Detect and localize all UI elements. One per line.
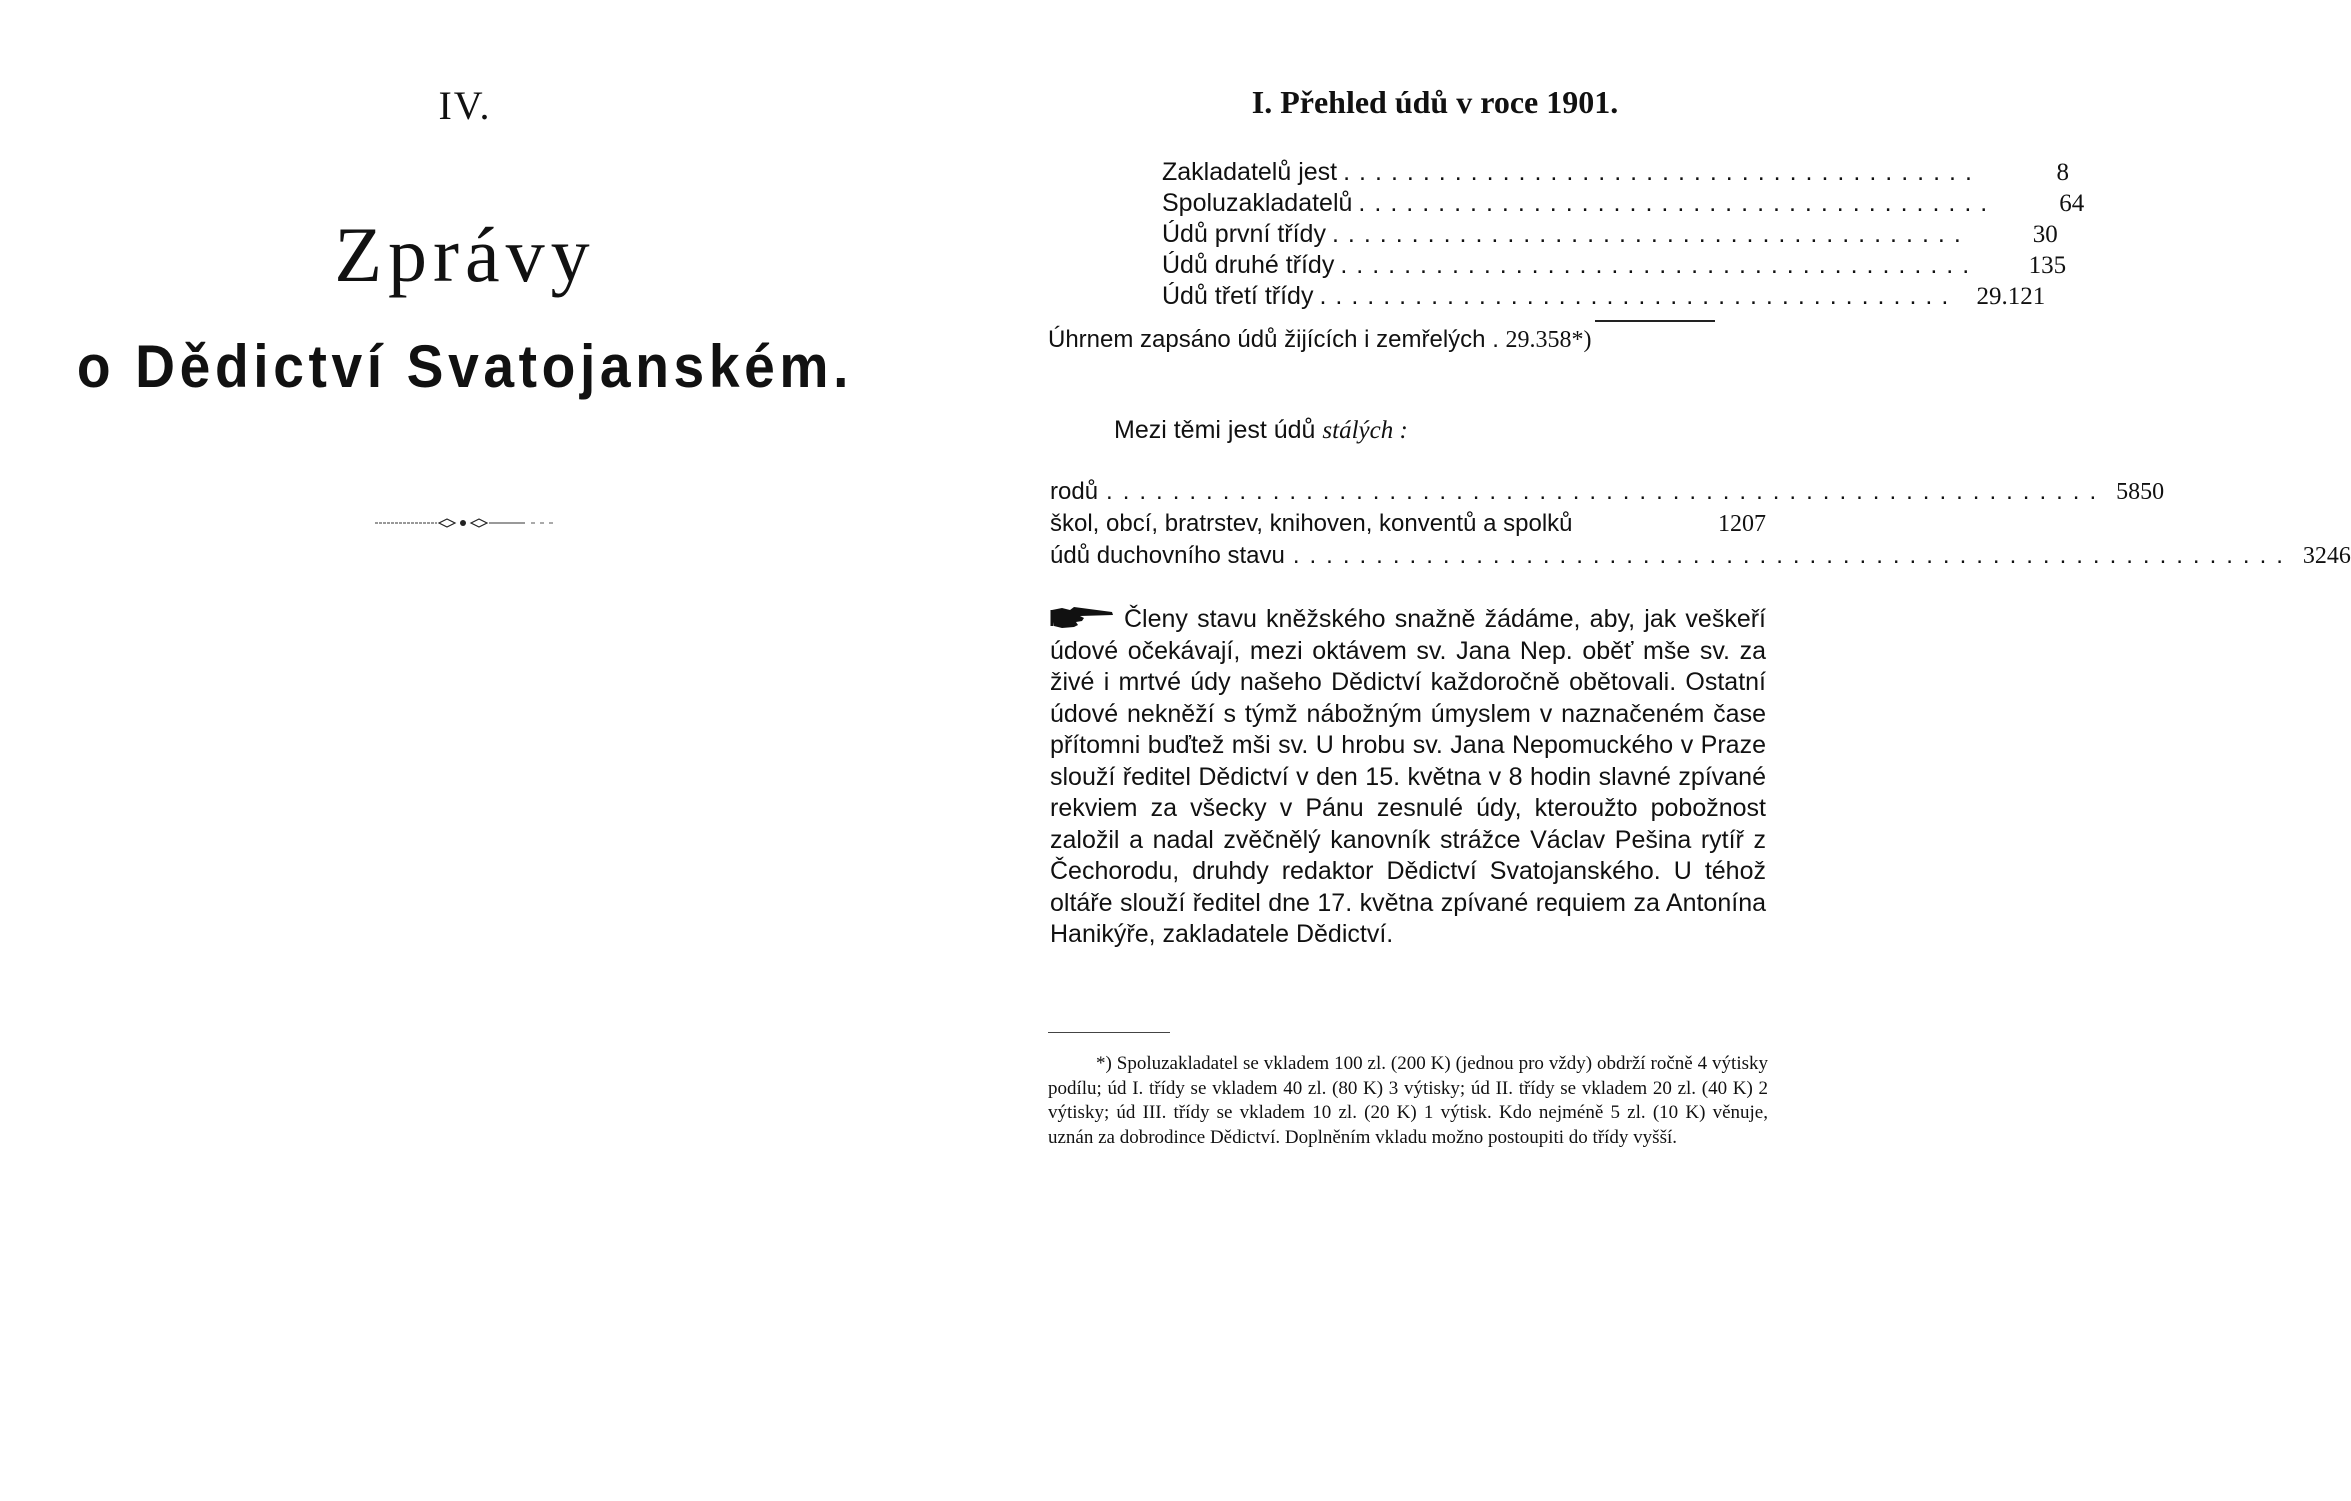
permanent-intro: Mezi těmi jest údů	[1114, 416, 1316, 444]
footnote-rule	[1048, 1032, 1170, 1034]
row-value: 135	[2028, 252, 2067, 279]
pointing-hand-icon	[1050, 604, 1116, 630]
table-row	[1162, 189, 2085, 220]
row-value: 5850	[2116, 479, 2165, 505]
leader-dots: ........................................	[1331, 220, 1970, 248]
row-label: Údů třetí třídy	[1162, 282, 1314, 310]
row-value: 29.121	[1976, 283, 2046, 310]
leader-dots: ........................................	[1319, 282, 1958, 310]
row-label: Údů druhé třídy	[1162, 251, 1335, 279]
right-page	[1040, 0, 2351, 1501]
table-row	[1050, 478, 2165, 510]
row-label: Zakladatelů jest	[1162, 158, 1338, 186]
section-number: IV.	[438, 83, 492, 128]
total-rule	[1595, 320, 1715, 323]
page-title: Zprávy	[334, 211, 596, 298]
row-label: rodů	[1050, 478, 1099, 505]
table-row	[1162, 251, 2067, 282]
leader-dots: ........................................	[1340, 251, 1979, 279]
row-value: 64	[2059, 190, 2085, 217]
table-row	[1162, 158, 2069, 189]
total-row	[1048, 326, 1738, 354]
row-label: Údů první třídy	[1162, 220, 1326, 248]
total-value: 29.358*)	[1505, 327, 1592, 353]
permanent-intro-emphasis: stálých :	[1322, 417, 1408, 444]
row-label: Spoluzakladatelů	[1162, 189, 1353, 217]
left-page	[0, 0, 930, 1501]
ornament-divider-icon	[375, 516, 555, 530]
table-row	[1162, 282, 2046, 313]
row-label: škol, obcí, bratrstev, knihoven, konventů a spolků	[1050, 510, 1573, 537]
row-value: 30	[2032, 221, 2058, 248]
row-value: 1207	[1718, 511, 1766, 537]
member-counts-table	[1162, 158, 2085, 313]
table-row	[1162, 220, 2058, 251]
leader-dots: ............................................................	[1292, 542, 2293, 569]
footnote: *) Spoluzakladatel se vkladem 100 zl. (200 K) (jednou pro vždy) obdrží ročně 4 výtisky podílu; úd I. třídy se vkladem 40 zl. (80 K) 3 výtisky; úd II. třídy se vkladem 20 zl. (40 K) 2 výtisky; úd III. třídy se vkladem 10 zl. (20 K) 1 výtisk. Kdo nejméně 5 zl. (10 K) věnuje, uznán za dobrodince Dědictví. Doplněním vkladu možno postoupiti do třídy vyšší.	[1048, 1053, 1768, 1148]
page-subtitle: o Dědictví Svatojanském.	[76, 333, 854, 400]
table-row	[1050, 542, 2351, 574]
row-label: údů duchovního stavu	[1050, 542, 1285, 569]
section-title: I. Přehled údů v roce 1901.	[1251, 84, 1619, 120]
row-value: 3246	[2302, 543, 2351, 569]
row-value: 8	[2056, 159, 2069, 186]
leader-dots: .	[1492, 326, 1506, 353]
table-row	[1050, 510, 1766, 542]
total-label: Úhrnem zapsáno údů žijících i zemřelých	[1048, 326, 1486, 353]
leader-dots: ........................................	[1343, 158, 1981, 186]
leader-dots: ........................................	[1358, 189, 1997, 217]
notice-text: Členy stavu kněžského snažně žádáme, aby, jak veškeří údové očekávají, mezi oktávem sv. Jana Nep. oběť mše sv. za živé i mrtvé údy našeho Dědictví každoročně obětovali. Ostatní údové nekněží s týmž nábožným úmyslem v naznačeném čase přítomni buďtež mši sv. U hrobu sv. Jana Nepomuckého v Praze slouží ředitel Dědictví v den 15. května v 8 hodin slavné zpívané rekviem za všecky v Pánu zesnulé údy, kteroužto pobožnost založil a nadal zvěčnělý kanovník strážce Václav Pešina rytíř z Čechorodu, druhdy redaktor Dědictví Svatojanského. U téhož oltáře slouží ředitel dne 17. května zpívané requiem za Antonína Hanikýře, zakladatele Dědictví.	[1050, 605, 1766, 948]
permanent-members-table	[1050, 478, 2351, 574]
notice-paragraph	[1050, 604, 1766, 951]
permanent-members-heading	[1114, 416, 1408, 445]
leader-dots: ............................................................	[1106, 478, 2107, 505]
